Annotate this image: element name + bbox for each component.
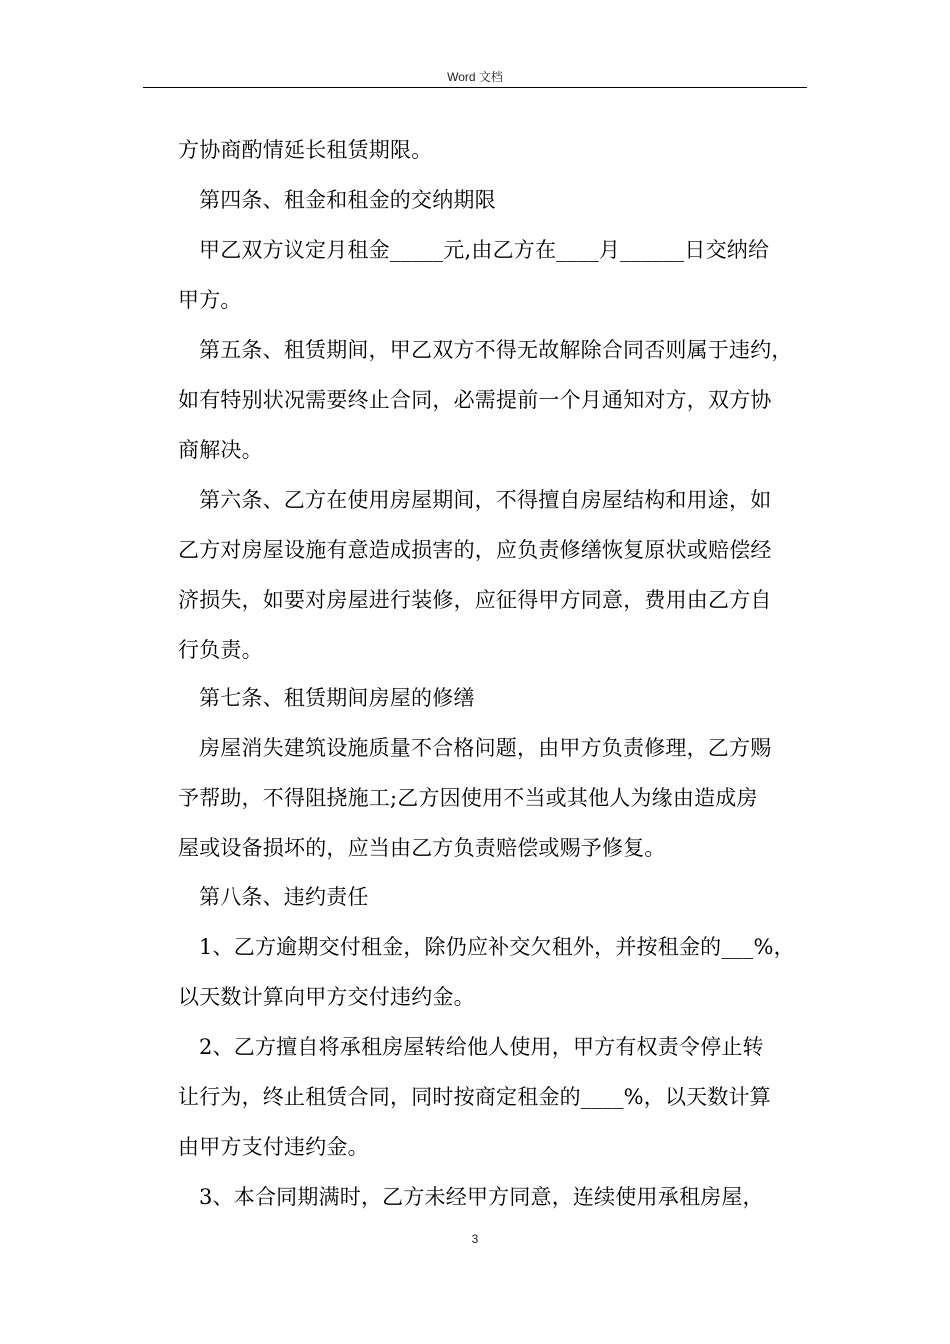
body-line: 予帮助，不得阻挠施工;乙方因使用不当或其他人为缘由造成房	[178, 786, 758, 810]
body-line: 乙方对房屋设施有意造成损害的，应负责修缮恢复原状或赔偿经	[178, 538, 772, 562]
page-number: 3	[471, 1232, 479, 1246]
body-line: 甲方。	[178, 288, 242, 312]
section-heading: 第七条、租赁期间房屋的修缮	[199, 686, 475, 710]
body-line: 3、本合同期满时，乙方未经甲方同意，连续使用承租房屋，	[199, 1185, 764, 1209]
header-divider	[143, 87, 807, 88]
body-line: 行负责。	[178, 638, 263, 662]
body-line: 由甲方支付违约金。	[178, 1135, 369, 1159]
page-header-title: Word 文档	[447, 70, 503, 84]
section-heading: 第四条、租金和租金的交纳期限	[199, 188, 496, 212]
body-line: 第五条、租赁期间，甲乙双方不得无故解除合同否则属于违约，	[199, 338, 793, 362]
body-line: 如有特别状况需要终止合同，必需提前一个月通知对方，双方协	[178, 388, 772, 412]
body-line: 甲乙双方议定月租金_____元,由乙方在____月______日交纳给	[199, 238, 770, 262]
body-line: 第六条、乙方在使用房屋期间，不得擅自房屋结构和用途，如	[199, 488, 772, 512]
body-line: 屋或设备损坏的，应当由乙方负责赔偿或赐予修复。	[178, 836, 666, 860]
body-line: 让行为，终止租赁合同，同时按商定租金的____%，以天数计算	[178, 1085, 771, 1109]
body-line: 1、乙方逾期交付租金，除仍应补交欠租外，并按租金的___%，	[199, 935, 795, 959]
body-line: 济损失，如要对房屋进行装修，应征得甲方同意，费用由乙方自	[178, 588, 772, 612]
body-line: 商解决。	[178, 438, 263, 462]
section-heading: 第八条、违约责任	[199, 885, 369, 909]
body-line: 以天数计算向甲方交付违约金。	[178, 985, 475, 1009]
body-line: 方协商酌情延长租赁期限。	[178, 138, 433, 162]
body-line: 房屋消失建筑设施质量不合格问题，由甲方负责修理，乙方赐	[199, 736, 772, 760]
body-line: 2、乙方擅自将承租房屋转给他人使用，甲方有权责令停止转	[199, 1035, 764, 1059]
